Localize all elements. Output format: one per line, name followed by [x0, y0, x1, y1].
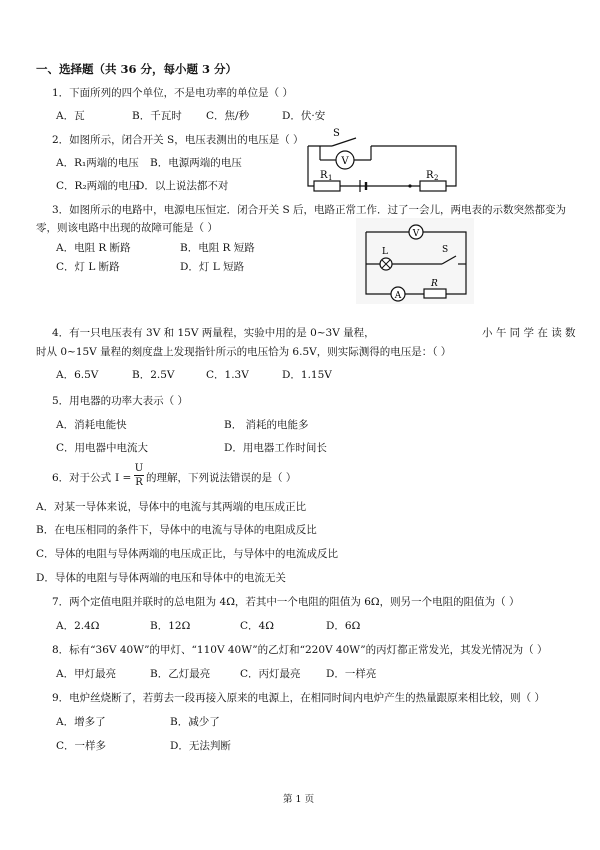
q1-option-d: D．伏·安: [282, 110, 326, 122]
q2-switch-label: S: [333, 128, 340, 139]
q2-r2-label: R: [426, 170, 434, 181]
q7-option-d: D．6Ω: [326, 620, 361, 632]
question-9-stem: 9．电炉丝烧断了，若剪去一段再接入原来的电源上，在相同时间内电炉产生的热量跟原来相比较，则（ ）: [52, 692, 546, 704]
q9-option-a: A．增多了: [56, 716, 106, 728]
q2-option-a: A．R₁两端的电压: [56, 157, 139, 169]
formula-denominator: R: [135, 477, 143, 488]
q2-circuit-diagram: [296, 126, 468, 192]
resistor-r1-icon: [314, 181, 340, 191]
q7-option-c: C．4Ω: [240, 620, 274, 632]
q6-option-c: C．导体的电阻与导体两端的电压成正比，与导体中的电流成反比: [36, 548, 339, 560]
q3-resistor-label: R: [431, 279, 438, 289]
question-4-stem-line1a: 4．有一只电压表有 3V 和 15V 两量程，实验中用的是 0~3V 量程，: [52, 327, 375, 339]
q6-option-d: D．导体的电阻与导体两端的电压和导体中的电流无关: [36, 572, 286, 584]
q2-option-c: C．R₂两端的电压: [56, 180, 140, 192]
question-7-stem: 7．两个定值电阻并联时的总电阻为 4Ω，若其中一个电阻的阻值为 6Ω，则另一个电阻的阻值为（ ）: [52, 596, 520, 608]
question-6-stem-post: 的理解，下列说法错误的是（ ）: [146, 472, 297, 484]
q1-option-b: B．千瓦时: [132, 110, 182, 122]
q3-option-b: B．电阻 R 短路: [180, 242, 255, 254]
q9-option-c: C．一样多: [56, 740, 107, 752]
question-3-stem-line2: 零，则该电路中出现的故障可能是（ ）: [36, 222, 218, 234]
q4-option-c: C．1.3V: [206, 369, 249, 381]
resistor-icon: [424, 289, 446, 298]
question-4-stem-line1b: 小 午 同 学 在 读 数: [482, 327, 576, 339]
q2-r2-sub: 2: [434, 174, 439, 182]
question-2-stem: 2．如图所示，闭合开关 S，电压表测出的电压是（ ）: [52, 134, 304, 146]
q2-r1-label: R: [320, 170, 328, 181]
q1-option-c: C．焦/秒: [206, 110, 250, 122]
q3-option-a: A．电阻 R 断路: [56, 242, 131, 254]
formula-numerator: U: [134, 463, 144, 474]
q5-option-d: D．用电器工作时间长: [224, 442, 327, 454]
question-4-stem-line2: 时从 0~15V 量程的刻度盘上发现指针所示的电压恰为 6.5V，则实际测得的电压是：（ ）: [36, 346, 452, 358]
q2-meter-label: V: [341, 156, 349, 167]
q6-option-a: A．对某一导体来说，导体中的电流与其两端的电压成正比: [36, 501, 307, 513]
question-6-stem-pre: 6．对于公式: [52, 472, 112, 484]
question-5-stem: 5．用电器的功率大表示（ ）: [52, 395, 189, 407]
q5-option-a: A．消耗电能快: [56, 419, 127, 431]
q4-option-a: A．6.5V: [56, 369, 99, 381]
q4-option-d: D．1.15V: [282, 369, 332, 381]
q2-option-d: D．以上说法都不对: [136, 180, 229, 192]
formula-lhs: I =: [115, 472, 132, 484]
question-3-stem-line1: 3．如图所示的电路中，电源电压恒定．闭合开关 S 后，电路正常工作．过了一会儿，两电表的示数突然都变为: [52, 204, 567, 216]
resistor-r2-icon: [420, 181, 446, 191]
page-number: 第 1 页: [283, 794, 315, 805]
q5-option-c: C．用电器中电流大: [56, 442, 149, 454]
q8-option-b: B．乙灯最亮: [150, 668, 211, 680]
q3-meter-a: A: [394, 291, 402, 301]
q1-option-a: A．瓦: [56, 110, 85, 122]
q3-option-c: C．灯 L 断路: [56, 261, 120, 273]
q3-meter-v: V: [412, 229, 420, 239]
question-1-stem: 1．下面所列的四个单位，不是电功率的单位是（ ）: [52, 87, 294, 99]
q2-r1-sub: 1: [328, 174, 333, 182]
formula-fraction: [134, 463, 144, 488]
q4-option-b: B．2.5V: [132, 369, 175, 381]
q7-option-b: B．12Ω: [150, 620, 191, 632]
q6-option-b: B．在电压相同的条件下，导体中的电流与导体的电阻成反比: [36, 524, 317, 536]
q5-option-b: B． 消耗的电能多: [224, 419, 309, 431]
q3-lamp-label: L: [382, 247, 388, 257]
q3-circuit-diagram: [356, 218, 474, 304]
q8-option-a: A．甲灯最亮: [56, 668, 117, 680]
q7-option-a: A．2.4Ω: [56, 620, 100, 632]
question-8-stem: 8．标有“36V 40W”的甲灯、“110V 40W”的乙灯和“220V 40W”的丙灯都正常发光，其发光情况为（ ）: [52, 644, 548, 656]
q9-option-d: D．无法判断: [170, 740, 231, 752]
q3-switch-label: S: [442, 245, 449, 255]
q2-option-b: B．电源两端的电压: [150, 157, 242, 169]
q8-option-d: D．一样亮: [326, 668, 377, 680]
q3-option-d: D．灯 L 短路: [180, 261, 245, 273]
q8-option-c: C．丙灯最亮: [240, 668, 301, 680]
section-title: 一、选择题（共 36 分，每小题 3 分）: [36, 62, 238, 76]
q9-option-b: B．减少了: [170, 716, 220, 728]
